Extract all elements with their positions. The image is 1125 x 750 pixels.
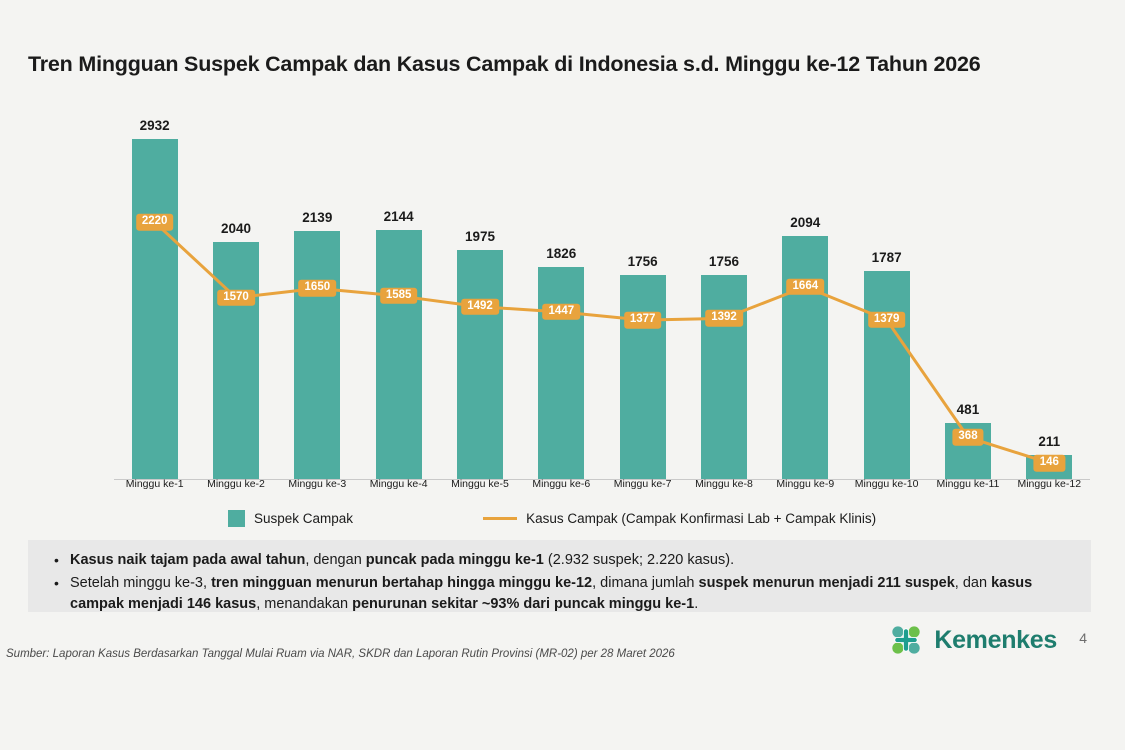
line-value-label: 2220 [136, 214, 174, 231]
line-series [114, 117, 1090, 480]
bar-value-label: 1756 [627, 254, 658, 270]
page-title: Tren Mingguan Suspek Campak dan Kasus Campak di Indonesia s.d. Minggu ke-12 Tahun 2026 [28, 52, 981, 76]
bar-value-label: 2144 [383, 209, 414, 225]
legend-label-kasus: Kasus Campak (Campak Konfirmasi Lab + Campak Klinis) [526, 511, 877, 526]
key-findings-box [28, 540, 1091, 612]
chart-plot-area [114, 117, 1090, 480]
line-value-label: 1585 [380, 288, 418, 305]
x-axis-tick-label: Minggu ke-4 [369, 478, 428, 490]
legend-swatch-icon [228, 510, 245, 527]
bar-value-label: 1756 [708, 254, 739, 270]
line-value-label: 1392 [705, 310, 743, 327]
line-value-label: 1447 [543, 304, 581, 321]
x-axis-tick-label: Minggu ke-11 [936, 478, 1000, 490]
line-value-label: 1379 [868, 312, 906, 329]
x-axis-tick-label: Minggu ke-6 [532, 478, 591, 490]
bar-value-label: 2139 [302, 209, 333, 225]
brand-logo [888, 622, 1057, 658]
line-value-label: 1492 [461, 298, 499, 315]
bar-value-label: 1826 [546, 245, 577, 261]
bar-value-label: 2040 [220, 221, 252, 237]
chart [100, 117, 1090, 480]
bar-value-label: 211 [1038, 433, 1061, 449]
x-axis-tick-label: Minggu ke-2 [207, 478, 265, 490]
source-note: Sumber: Laporan Kasus Berdasarkan Tanggal Mulai Ruam via NAR, SKDR dan Laporan Rutin Provinsi (MR-02) per 28 Maret 2026 [6, 648, 675, 660]
x-axis-tick-label: Minggu ke-1 [125, 478, 184, 490]
line-value-label: 146 [1034, 455, 1065, 472]
kemenkes-cross-icon [888, 622, 924, 658]
key-finding-text: Kasus naik tajam pada awal tahun, dengan puncak pada minggu ke-1 (2.932 suspek; 2.220 kasus). [70, 552, 735, 568]
line-value-label: 1664 [787, 279, 825, 296]
x-axis-tick-label: Minggu ke-9 [776, 478, 835, 490]
x-axis-categories [114, 478, 1090, 490]
x-axis-tick-label: Minggu ke-3 [288, 478, 347, 490]
legend-item-kasus [483, 511, 876, 526]
bullet-icon: • [54, 575, 59, 592]
x-axis-tick-label: Minggu ke-7 [613, 478, 672, 490]
key-finding-item [28, 573, 1091, 615]
chart-legend [228, 510, 876, 527]
brand-name: Kemenkes [934, 625, 1057, 654]
bar-value-label: 481 [956, 402, 980, 418]
bar-value-label: 1787 [871, 250, 902, 266]
bar-value-label: 2932 [139, 117, 170, 133]
key-finding-text: Setelah minggu ke-3, tren mingguan menurun bertahap hingga minggu ke-12, dimana jumlah suspek menurun menjadi 211 suspek, dan kasus campak menjadi 146 kasus, menandakan penurunan sekitar ~93% dari puncak minggu ke-1. [70, 575, 1033, 613]
line-value-label: 368 [952, 429, 983, 446]
x-axis-tick-label: Minggu ke-12 [1017, 478, 1082, 490]
bullet-icon: • [54, 552, 59, 568]
line-value-label: 1570 [217, 289, 255, 306]
legend-item-suspek [228, 510, 353, 527]
legend-label-suspek: Suspek Campak [254, 511, 354, 526]
bar-value-label: 2094 [790, 214, 821, 230]
key-finding-item [28, 550, 1091, 571]
bar-value-label: 1975 [464, 228, 495, 244]
x-axis-tick-label: Minggu ke-5 [451, 478, 509, 490]
x-axis-tick-label: Minggu ke-10 [854, 478, 919, 490]
legend-line-icon [483, 517, 517, 520]
line-value-label: 1377 [624, 312, 662, 329]
line-value-label: 1650 [299, 280, 337, 297]
page-number: 4 [1079, 630, 1087, 646]
x-axis-tick-label: Minggu ke-8 [695, 478, 753, 490]
